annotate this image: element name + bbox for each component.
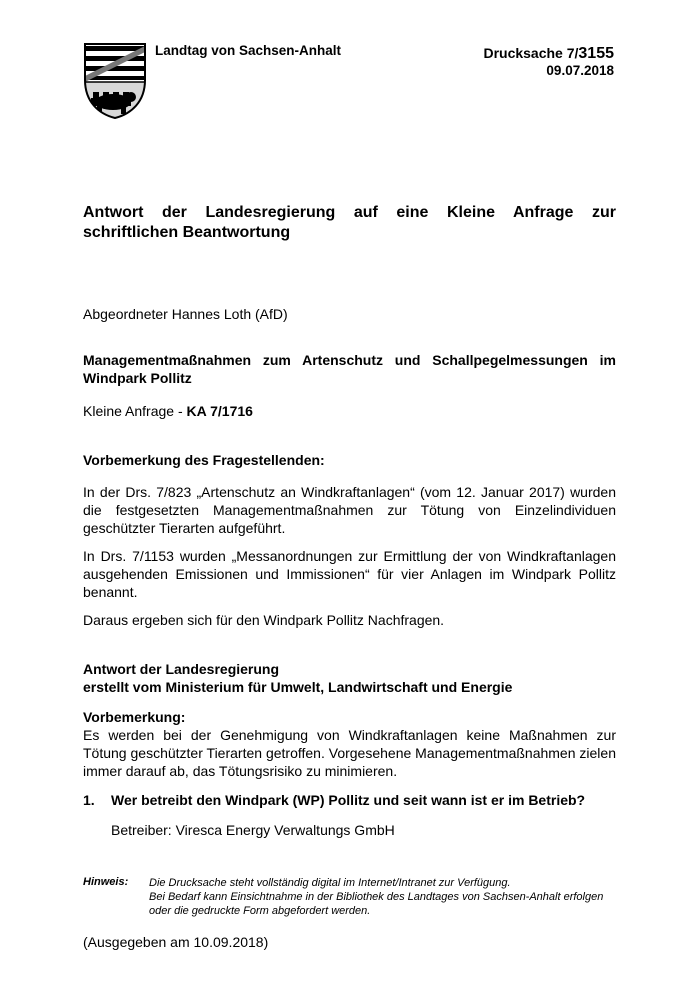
document-number	[483, 45, 614, 63]
document-date: 09.07.2018	[546, 63, 614, 79]
inquiry-subject: Managementmaßnahmen zum Artenschutz und Schallpegelmessungen im Windpark Pollitz	[83, 352, 616, 386]
document-number-block	[483, 45, 614, 79]
document-number-label: Drucksache 7/	[483, 45, 579, 61]
question-number: 1.	[83, 792, 95, 808]
preliminary-remark-paragraph: In Drs. 7/1153 wurden „Messanordnungen zur Ermittlung der von Windkraftanlagen ausgehenden Emissionen und Immissionen“ für vier Anlagen im Windpark Pollitz benannt.	[83, 548, 616, 600]
question-1	[83, 791, 616, 809]
inquiry-reference	[83, 402, 616, 420]
inquiry-number: KA 7/1716	[186, 403, 253, 419]
preliminary-remark-paragraph: Daraus ergeben sich für den Windpark Pollitz Nachfragen.	[83, 612, 445, 628]
note-label: Hinweis:	[83, 876, 129, 888]
note-line: Bei Bedarf kann Einsichtnahme in der Bibliothek des Landtages von Sachsen-Anhalt erfolgen oder die gedruckte Form abgefordert werden.	[149, 891, 604, 917]
document-number-value: 3155	[578, 45, 614, 62]
coat-of-arms-icon	[83, 42, 147, 120]
preliminary-remark-paragraph: In der Drs. 7/823 „Artenschutz an Windkraftanlagen“ (vom 12. Januar 2017) wurden die festgesetzten Managementmaßnahmen zur Tötung von Einzelindividuen geschützter Tierarten aufgeführt.	[83, 484, 616, 536]
answer-remark-heading: Vorbemerkung:	[83, 709, 186, 725]
answer-remark-text: Es werden bei der Genehmigung von Windkraftanlagen keine Maßnahmen zur Tötung geschützter Tierarten getroffen. Vorgesehene Managementmaßnahmen zielen immer darauf ab, das Tötungsrisiko zu minimieren.	[83, 727, 616, 779]
parliament-name: Landtag von Sachsen-Anhalt	[155, 43, 342, 58]
note-line: Die Drucksache steht vollständig digital im Internet/Intranet zur Verfügung.	[149, 877, 511, 889]
question-1-answer: Betreiber: Viresca Energy Verwaltungs GmbH	[111, 822, 395, 838]
answer-heading-ministry: erstellt vom Ministerium für Umwelt, Landwirtschaft und Energie	[83, 679, 513, 695]
question-text: Wer betreibt den Windpark (WP) Pollitz und seit wann ist er im Betrieb?	[111, 792, 586, 808]
preliminary-remark-heading: Vorbemerkung des Fragestellenden:	[83, 452, 325, 468]
answer-heading	[83, 660, 616, 696]
inquiry-label: Kleine Anfrage -	[83, 403, 187, 419]
issued-date: (Ausgegeben am 10.09.2018)	[83, 934, 269, 950]
author: Abgeordneter Hannes Loth (AfD)	[83, 306, 288, 322]
document-title: Antwort der Landesregierung auf eine Kleine Anfrage zur schriftlichen Beantwortung	[83, 204, 616, 241]
note-text	[149, 876, 616, 918]
answer-heading-line: Antwort der Landesregierung	[83, 661, 280, 677]
